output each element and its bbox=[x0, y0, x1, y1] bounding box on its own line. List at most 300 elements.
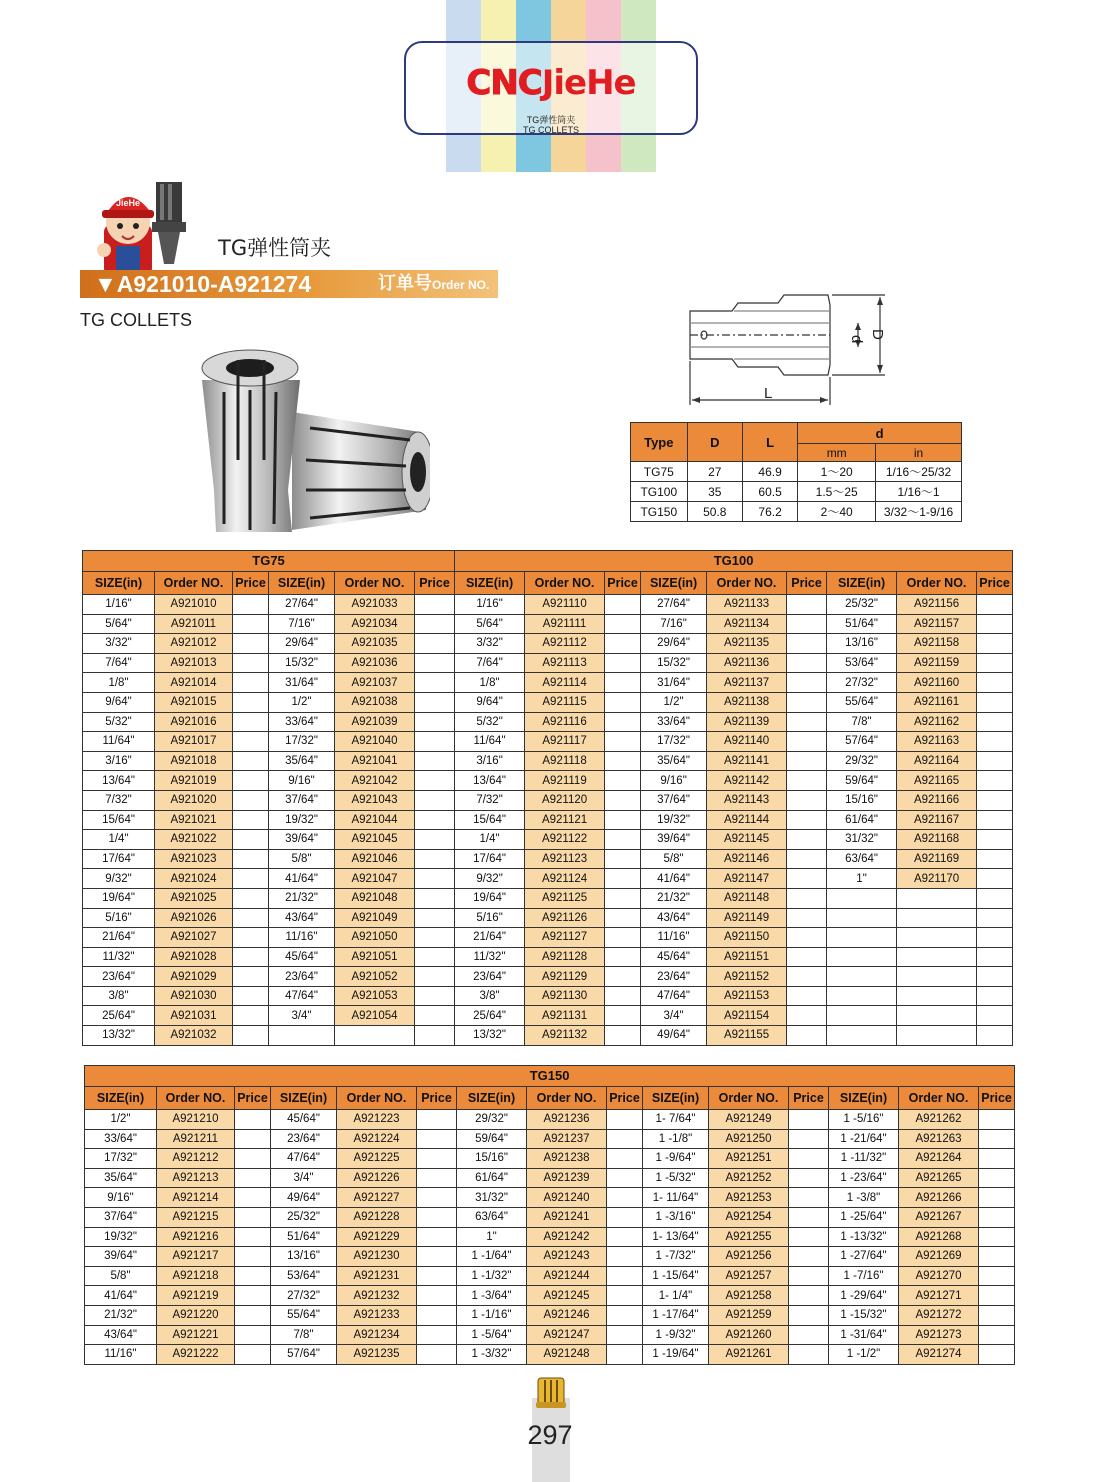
price-cell bbox=[789, 1266, 829, 1286]
price-cell bbox=[605, 849, 641, 869]
col-header-size: SIZE(in) bbox=[455, 572, 525, 595]
price-cell bbox=[787, 653, 827, 673]
size-cell: 1 -29/64" bbox=[829, 1286, 899, 1306]
price-cell bbox=[979, 1305, 1015, 1325]
spec-header-d: d bbox=[798, 423, 962, 444]
col-header-order: Order NO. bbox=[707, 572, 787, 595]
size-cell: 1 -15/64" bbox=[643, 1266, 709, 1286]
price-cell bbox=[605, 1026, 641, 1046]
price-cell bbox=[977, 947, 1013, 967]
price-cell bbox=[787, 751, 827, 771]
order-no-cell: A921167 bbox=[897, 810, 977, 830]
col-header-order: Order NO. bbox=[335, 572, 415, 595]
order-no-cell: A921030 bbox=[155, 986, 233, 1006]
size-cell: 1/2" bbox=[641, 692, 707, 712]
size-cell: 31/32" bbox=[457, 1188, 527, 1208]
order-no-cell: A921222 bbox=[157, 1345, 235, 1365]
size-cell: 57/64" bbox=[827, 732, 897, 752]
order-no-cell bbox=[897, 928, 977, 948]
price-cell bbox=[605, 790, 641, 810]
table-row bbox=[83, 928, 1013, 948]
price-cell bbox=[605, 947, 641, 967]
price-cell bbox=[235, 1149, 271, 1169]
size-cell: 13/64" bbox=[83, 771, 155, 791]
order-no-cell: A921260 bbox=[709, 1325, 789, 1345]
mascot-illustration bbox=[94, 174, 190, 280]
size-cell: 61/64" bbox=[457, 1168, 527, 1188]
col-header-price: Price bbox=[789, 1087, 829, 1110]
size-cell: 3/16" bbox=[455, 751, 525, 771]
order-no-cell: A921049 bbox=[335, 908, 415, 928]
size-cell: 7/8" bbox=[827, 712, 897, 732]
order-no-cell: A921128 bbox=[525, 947, 605, 967]
price-cell bbox=[787, 928, 827, 948]
order-no-cell: A921264 bbox=[899, 1149, 979, 1169]
price-cell bbox=[789, 1188, 829, 1208]
price-cell bbox=[787, 712, 827, 732]
price-cell bbox=[417, 1345, 457, 1365]
table-row bbox=[85, 1266, 1015, 1286]
spec-cell-in: 1/16～1 bbox=[876, 482, 962, 502]
table-row bbox=[83, 849, 1013, 869]
size-cell: 57/64" bbox=[271, 1345, 337, 1365]
order-no-cell: A921010 bbox=[155, 595, 233, 615]
size-cell: 15/64" bbox=[83, 810, 155, 830]
order-no-cell bbox=[897, 1006, 977, 1026]
size-cell: 3/8" bbox=[455, 986, 525, 1006]
product-title-en: TG COLLETS bbox=[80, 310, 193, 330]
col-header-size: SIZE(in) bbox=[85, 1087, 157, 1110]
size-cell: 51/64" bbox=[271, 1227, 337, 1247]
price-cell bbox=[979, 1110, 1015, 1130]
spec-cell-D: 35 bbox=[687, 482, 742, 502]
price-cell bbox=[979, 1345, 1015, 1365]
price-cell bbox=[605, 888, 641, 908]
table-row bbox=[83, 751, 1013, 771]
price-cell bbox=[235, 1266, 271, 1286]
order-no-cell: A921022 bbox=[155, 830, 233, 850]
logo-subtitle-en: TG COLLETS bbox=[522, 125, 579, 135]
size-cell: 61/64" bbox=[827, 810, 897, 830]
table-row bbox=[83, 673, 1013, 693]
order-no-cell: A921149 bbox=[707, 908, 787, 928]
spec-cell-D: 27 bbox=[687, 462, 742, 482]
size-cell: 1/4" bbox=[83, 830, 155, 850]
size-cell: 43/64" bbox=[641, 908, 707, 928]
size-cell: 1/16" bbox=[83, 595, 155, 615]
table-row bbox=[83, 869, 1013, 889]
order-no-cell: A921238 bbox=[527, 1149, 607, 1169]
table-row bbox=[83, 967, 1013, 987]
price-cell bbox=[605, 928, 641, 948]
order-no-cell: A921139 bbox=[707, 712, 787, 732]
order-no-cell: A921038 bbox=[335, 692, 415, 712]
order-no-cell: A921151 bbox=[707, 947, 787, 967]
order-no-cell: A921236 bbox=[527, 1110, 607, 1130]
price-cell bbox=[415, 1026, 455, 1046]
price-cell bbox=[235, 1188, 271, 1208]
spec-cell-type: TG75 bbox=[631, 462, 688, 482]
size-cell: 9/64" bbox=[455, 692, 525, 712]
order-no-cell: A921170 bbox=[897, 869, 977, 889]
size-cell: 19/32" bbox=[269, 810, 335, 830]
price-cell bbox=[417, 1325, 457, 1345]
size-cell: 27/64" bbox=[641, 595, 707, 615]
price-cell bbox=[415, 771, 455, 791]
table-row bbox=[83, 653, 1013, 673]
size-cell: 33/64" bbox=[641, 712, 707, 732]
price-cell bbox=[233, 947, 269, 967]
size-cell: 1 -31/64" bbox=[829, 1325, 899, 1345]
col-header-price: Price bbox=[233, 572, 269, 595]
group-header-tg150: TG150 bbox=[85, 1066, 1015, 1087]
col-header-order: Order NO. bbox=[897, 572, 977, 595]
order-no-cell: A921050 bbox=[335, 928, 415, 948]
price-cell bbox=[789, 1129, 829, 1149]
spec-header-in: in bbox=[876, 444, 962, 462]
price-cell bbox=[979, 1188, 1015, 1208]
price-cell bbox=[977, 888, 1013, 908]
col-header-size: SIZE(in) bbox=[643, 1087, 709, 1110]
price-cell bbox=[235, 1168, 271, 1188]
size-cell: 1 -15/32" bbox=[829, 1305, 899, 1325]
order-no-cell: A921230 bbox=[337, 1247, 417, 1267]
order-no-cell: A921110 bbox=[525, 595, 605, 615]
size-cell: 15/16" bbox=[457, 1149, 527, 1169]
size-cell: 7/16" bbox=[269, 614, 335, 634]
order-no-cell: A921223 bbox=[337, 1110, 417, 1130]
size-cell: 11/32" bbox=[455, 947, 525, 967]
price-cell bbox=[415, 692, 455, 712]
price-cell bbox=[233, 595, 269, 615]
price-cell bbox=[415, 1006, 455, 1026]
price-cell bbox=[233, 692, 269, 712]
order-no-cell: A921039 bbox=[335, 712, 415, 732]
order-no-cell: A921159 bbox=[897, 653, 977, 673]
collet-photo bbox=[180, 340, 430, 540]
table-row bbox=[83, 986, 1013, 1006]
price-cell bbox=[787, 614, 827, 634]
price-cell bbox=[233, 967, 269, 987]
order-no-cell: A921157 bbox=[897, 614, 977, 634]
order-no-cell: A921036 bbox=[335, 653, 415, 673]
size-cell: 45/64" bbox=[641, 947, 707, 967]
order-no-cell: A921018 bbox=[155, 751, 233, 771]
order-no-cell: A921252 bbox=[709, 1168, 789, 1188]
price-cell bbox=[233, 673, 269, 693]
col-header-size: SIZE(in) bbox=[269, 572, 335, 595]
order-no-cell: A921257 bbox=[709, 1266, 789, 1286]
spec-cell-L: 60.5 bbox=[742, 482, 797, 502]
table-row bbox=[83, 888, 1013, 908]
order-no-cell: A921221 bbox=[157, 1325, 235, 1345]
price-cell bbox=[979, 1207, 1015, 1227]
order-no-cell: A921150 bbox=[707, 928, 787, 948]
order-no-cell: A921244 bbox=[527, 1266, 607, 1286]
order-no-cell bbox=[897, 986, 977, 1006]
size-cell: 23/64" bbox=[455, 967, 525, 987]
price-cell bbox=[977, 634, 1013, 654]
spec-row bbox=[631, 462, 962, 482]
size-cell: 29/64" bbox=[641, 634, 707, 654]
order-no-cell: A921268 bbox=[899, 1227, 979, 1247]
price-cell bbox=[605, 653, 641, 673]
order-no-cell: A921271 bbox=[899, 1286, 979, 1306]
order-no-cell: A921169 bbox=[897, 849, 977, 869]
order-no-cell: A921256 bbox=[709, 1247, 789, 1267]
table-row bbox=[85, 1227, 1015, 1247]
price-cell bbox=[415, 967, 455, 987]
spec-cell-mm: 1～20 bbox=[798, 462, 876, 482]
size-cell: 1/8" bbox=[83, 673, 155, 693]
order-no-cell: A921034 bbox=[335, 614, 415, 634]
order-no-cell: A921247 bbox=[527, 1325, 607, 1345]
price-cell bbox=[979, 1325, 1015, 1345]
order-no-cell: A921158 bbox=[897, 634, 977, 654]
order-no-cell: A921122 bbox=[525, 830, 605, 850]
size-cell: 1 -7/32" bbox=[643, 1247, 709, 1267]
price-cell bbox=[607, 1188, 643, 1208]
order-no-cell: A921112 bbox=[525, 634, 605, 654]
order-no-cell: A921142 bbox=[707, 771, 787, 791]
table-row bbox=[85, 1188, 1015, 1208]
table-row bbox=[83, 908, 1013, 928]
price-cell bbox=[233, 771, 269, 791]
price-cell bbox=[233, 810, 269, 830]
order-no-cell: A921127 bbox=[525, 928, 605, 948]
size-cell: 11/16" bbox=[641, 928, 707, 948]
price-cell bbox=[415, 947, 455, 967]
order-no-cell: A921023 bbox=[155, 849, 233, 869]
col-header-size: SIZE(in) bbox=[829, 1087, 899, 1110]
order-no-cell: A921148 bbox=[707, 888, 787, 908]
size-cell: 11/16" bbox=[269, 928, 335, 948]
spec-cell-D: 50.8 bbox=[687, 502, 742, 522]
order-no-cell: A921053 bbox=[335, 986, 415, 1006]
order-no-cell: A921017 bbox=[155, 732, 233, 752]
price-cell bbox=[415, 790, 455, 810]
spec-row bbox=[631, 502, 962, 522]
col-header-size: SIZE(in) bbox=[827, 572, 897, 595]
order-no-cell: A921044 bbox=[335, 810, 415, 830]
price-cell bbox=[977, 614, 1013, 634]
price-cell bbox=[415, 869, 455, 889]
price-cell bbox=[415, 595, 455, 615]
order-no-cell: A921134 bbox=[707, 614, 787, 634]
size-cell: 7/64" bbox=[83, 653, 155, 673]
size-cell: 1 -3/64" bbox=[457, 1286, 527, 1306]
order-no-cell: A921245 bbox=[527, 1286, 607, 1306]
order-no-cell: A921118 bbox=[525, 751, 605, 771]
size-cell: 3/4" bbox=[641, 1006, 707, 1026]
size-cell: 11/64" bbox=[83, 732, 155, 752]
size-cell: 19/32" bbox=[641, 810, 707, 830]
price-cell bbox=[415, 888, 455, 908]
size-cell: 41/64" bbox=[85, 1286, 157, 1306]
spec-cell-in: 1/16～25/32 bbox=[876, 462, 962, 482]
order-no-cell: A921214 bbox=[157, 1188, 235, 1208]
price-cell bbox=[787, 692, 827, 712]
price-cell bbox=[605, 595, 641, 615]
size-cell bbox=[827, 986, 897, 1006]
order-no-cell: A921120 bbox=[525, 790, 605, 810]
size-cell: 1 -3/32" bbox=[457, 1345, 527, 1365]
price-cell bbox=[415, 986, 455, 1006]
col-header-size: SIZE(in) bbox=[641, 572, 707, 595]
size-cell: 15/64" bbox=[455, 810, 525, 830]
price-cell bbox=[235, 1286, 271, 1306]
size-cell: 9/16" bbox=[269, 771, 335, 791]
size-cell: 29/32" bbox=[457, 1110, 527, 1130]
col-header-order: Order NO. bbox=[709, 1087, 789, 1110]
order-no-cell: A921132 bbox=[525, 1026, 605, 1046]
tg150-table bbox=[84, 1065, 1015, 1365]
price-cell bbox=[977, 771, 1013, 791]
col-header-price: Price bbox=[415, 572, 455, 595]
order-no-cell: A921121 bbox=[525, 810, 605, 830]
size-cell: 1 -11/32" bbox=[829, 1149, 899, 1169]
size-cell: 47/64" bbox=[641, 986, 707, 1006]
size-cell: 49/64" bbox=[641, 1026, 707, 1046]
price-cell bbox=[607, 1227, 643, 1247]
order-no-cell: A921274 bbox=[899, 1345, 979, 1365]
size-cell: 11/16" bbox=[85, 1345, 157, 1365]
price-cell bbox=[415, 830, 455, 850]
price-cell bbox=[415, 673, 455, 693]
order-no-cell: A921259 bbox=[709, 1305, 789, 1325]
size-cell: 1 -23/64" bbox=[829, 1168, 899, 1188]
size-cell: 5/32" bbox=[455, 712, 525, 732]
brand-logo-box bbox=[404, 41, 698, 135]
order-no-cell: A921119 bbox=[525, 771, 605, 791]
table-row bbox=[83, 830, 1013, 850]
size-cell bbox=[269, 1026, 335, 1046]
price-cell bbox=[787, 986, 827, 1006]
order-no-cell: A921054 bbox=[335, 1006, 415, 1026]
size-cell: 1- 7/64" bbox=[643, 1110, 709, 1130]
order-no-cell: A921144 bbox=[707, 810, 787, 830]
size-cell: 11/32" bbox=[83, 947, 155, 967]
spec-table bbox=[630, 422, 962, 522]
spec-row bbox=[631, 482, 962, 502]
col-header-price: Price bbox=[607, 1087, 643, 1110]
size-cell: 1" bbox=[827, 869, 897, 889]
order-no-cell: A921033 bbox=[335, 595, 415, 615]
price-cell bbox=[417, 1247, 457, 1267]
price-cell bbox=[977, 810, 1013, 830]
size-cell: 29/64" bbox=[269, 634, 335, 654]
price-cell bbox=[233, 712, 269, 732]
size-cell: 1 -1/64" bbox=[457, 1247, 527, 1267]
price-cell bbox=[787, 673, 827, 693]
price-cell bbox=[417, 1168, 457, 1188]
price-cell bbox=[233, 986, 269, 1006]
price-cell bbox=[789, 1110, 829, 1130]
order-no-cell bbox=[897, 967, 977, 987]
size-cell: 1 -3/16" bbox=[643, 1207, 709, 1227]
order-no-cell: A921232 bbox=[337, 1286, 417, 1306]
price-cell bbox=[789, 1325, 829, 1345]
price-cell bbox=[787, 908, 827, 928]
price-cell bbox=[415, 928, 455, 948]
price-cell bbox=[235, 1247, 271, 1267]
size-cell: 25/32" bbox=[271, 1207, 337, 1227]
price-cell bbox=[415, 908, 455, 928]
size-cell bbox=[827, 1006, 897, 1026]
order-no-cell: A921234 bbox=[337, 1325, 417, 1345]
size-cell: 47/64" bbox=[271, 1149, 337, 1169]
size-cell: 23/64" bbox=[83, 967, 155, 987]
size-cell: 17/32" bbox=[641, 732, 707, 752]
spec-cell-mm: 2～40 bbox=[798, 502, 876, 522]
price-cell bbox=[233, 1026, 269, 1046]
price-cell bbox=[787, 771, 827, 791]
spec-header-L: L bbox=[742, 423, 797, 462]
order-no-cell: A921237 bbox=[527, 1129, 607, 1149]
order-no-cell: A921133 bbox=[707, 595, 787, 615]
price-cell bbox=[789, 1286, 829, 1306]
price-cell bbox=[607, 1129, 643, 1149]
price-cell bbox=[235, 1325, 271, 1345]
size-cell: 35/64" bbox=[641, 751, 707, 771]
size-cell: 21/32" bbox=[85, 1305, 157, 1325]
price-cell bbox=[415, 653, 455, 673]
size-cell: 7/8" bbox=[271, 1325, 337, 1345]
order-no-cell: A921117 bbox=[525, 732, 605, 752]
price-cell bbox=[977, 1006, 1013, 1026]
size-cell: 7/16" bbox=[641, 614, 707, 634]
price-cell bbox=[233, 653, 269, 673]
order-no-cell: A921254 bbox=[709, 1207, 789, 1227]
size-cell: 1 -21/64" bbox=[829, 1129, 899, 1149]
order-no-cell bbox=[897, 888, 977, 908]
table-row bbox=[83, 810, 1013, 830]
order-no-cell: A921246 bbox=[527, 1305, 607, 1325]
price-cell bbox=[789, 1227, 829, 1247]
order-no-cell: A921272 bbox=[899, 1305, 979, 1325]
size-cell: 49/64" bbox=[271, 1188, 337, 1208]
size-cell: 17/32" bbox=[269, 732, 335, 752]
price-cell bbox=[607, 1305, 643, 1325]
col-header-price: Price bbox=[605, 572, 641, 595]
order-no-cell: A921125 bbox=[525, 888, 605, 908]
brand-logo: CNCJieHe bbox=[466, 63, 636, 103]
price-cell bbox=[233, 1006, 269, 1026]
order-no-cell: A921140 bbox=[707, 732, 787, 752]
size-cell: 17/64" bbox=[455, 849, 525, 869]
price-cell bbox=[977, 1026, 1013, 1046]
order-no-cell: A921129 bbox=[525, 967, 605, 987]
order-no-cell: A921231 bbox=[337, 1266, 417, 1286]
price-cell bbox=[977, 732, 1013, 752]
order-no-cell: A921131 bbox=[525, 1006, 605, 1026]
size-cell: 1/16" bbox=[455, 595, 525, 615]
order-no-cell: A921155 bbox=[707, 1026, 787, 1046]
size-cell: 25/64" bbox=[455, 1006, 525, 1026]
size-cell bbox=[827, 928, 897, 948]
col-header-price: Price bbox=[235, 1087, 271, 1110]
size-cell: 37/64" bbox=[85, 1207, 157, 1227]
price-cell bbox=[607, 1325, 643, 1345]
size-cell: 21/32" bbox=[269, 888, 335, 908]
spec-cell-type: TG150 bbox=[631, 502, 688, 522]
size-cell: 1- 1/4" bbox=[643, 1286, 709, 1306]
price-cell bbox=[417, 1305, 457, 1325]
size-cell: 13/32" bbox=[83, 1026, 155, 1046]
size-cell: 55/64" bbox=[827, 692, 897, 712]
order-no-cell: A921263 bbox=[899, 1129, 979, 1149]
price-cell bbox=[417, 1266, 457, 1286]
